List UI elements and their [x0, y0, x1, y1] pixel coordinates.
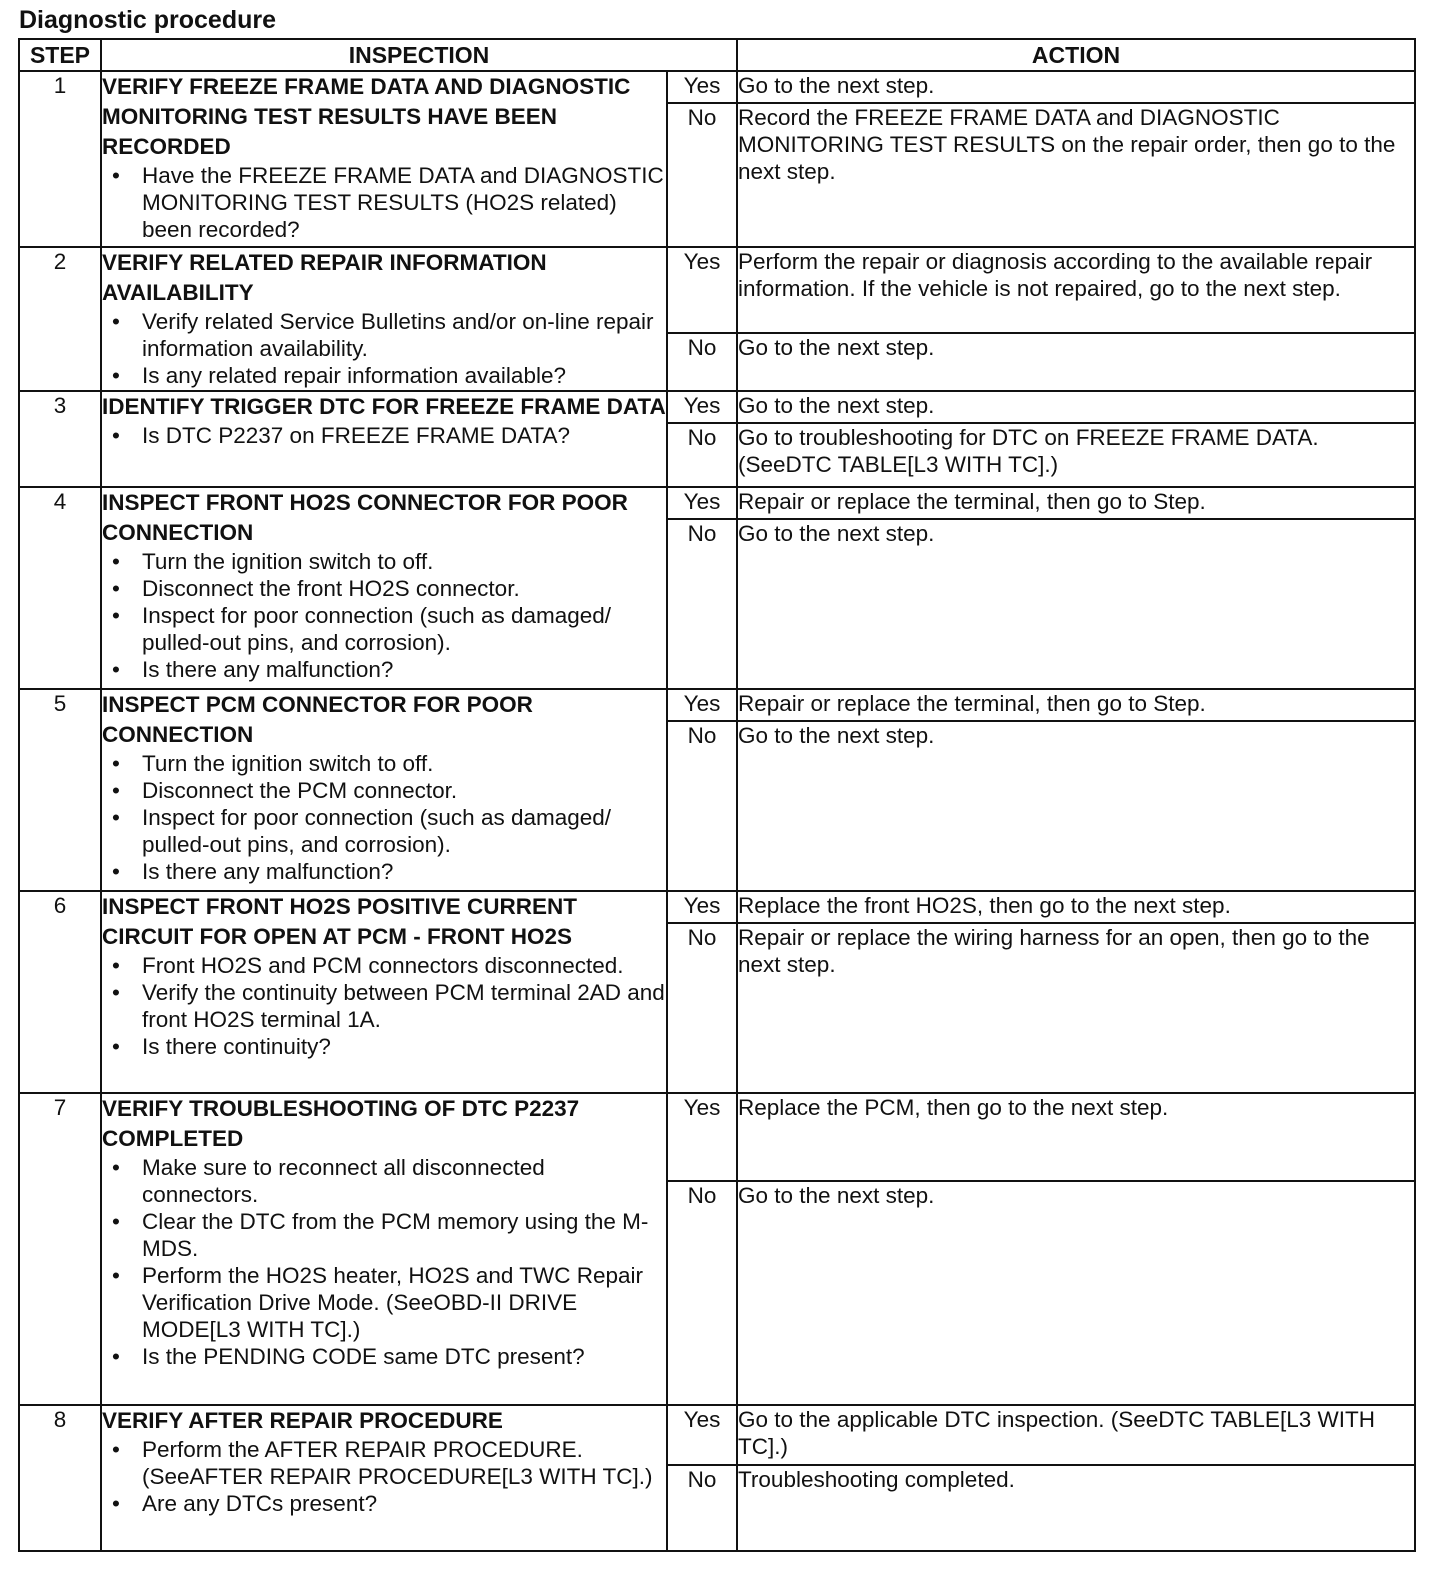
inspection-bullet: • Is there continuity?: [102, 1033, 666, 1060]
inspection-bullets: [102, 750, 666, 885]
inspection-bullet: • Clear the DTC from the PCM memory using the M-MDS.: [102, 1208, 666, 1262]
yes-action: Perform the repair or diagnosis according to the available repair information. If the vehicle is not repaired, go to the next step.: [737, 247, 1415, 333]
inspection-cell: [101, 391, 667, 487]
inspection-bullet: • Is there any malfunction?: [102, 656, 666, 683]
inspection-title: VERIFY RELATED REPAIR INFORMATION AVAILABILITY: [102, 250, 547, 305]
step-row-yes: [19, 487, 1415, 519]
inspection-title: INSPECT FRONT HO2S POSITIVE CURRENT CIRCUIT FOR OPEN AT PCM - FRONT HO2S: [102, 894, 578, 949]
yes-label: Yes: [667, 891, 737, 923]
inspection-bullet: • Front HO2S and PCM connectors disconnected.: [102, 952, 666, 979]
inspection-bullet: • Are any DTCs present?: [102, 1490, 666, 1517]
inspection-title: IDENTIFY TRIGGER DTC FOR FREEZE FRAME DATA: [102, 394, 666, 419]
step-row-yes: [19, 891, 1415, 923]
yes-action: Go to the next step.: [737, 391, 1415, 423]
inspection-bullets: [102, 162, 666, 243]
no-action: Go to the next step.: [737, 519, 1415, 689]
yes-action: Replace the PCM, then go to the next step.: [737, 1093, 1415, 1181]
step-row-yes: [19, 71, 1415, 103]
inspection-title: INSPECT FRONT HO2S CONNECTOR FOR POOR CONNECTION: [102, 490, 628, 545]
inspection-cell: [101, 891, 667, 1093]
inspection-bullet: • Turn the ignition switch to off.: [102, 548, 666, 575]
inspection-title: INSPECT PCM CONNECTOR FOR POOR CONNECTION: [102, 692, 533, 747]
inspection-bullet: • Inspect for poor connection (such as damaged/ pulled-out pins, and corrosion).: [102, 804, 666, 858]
inspection-bullet: • Perform the AFTER REPAIR PROCEDURE. (SeeAFTER REPAIR PROCEDURE[L3 WITH TC].): [102, 1436, 666, 1490]
header-action: ACTION: [737, 39, 1415, 71]
no-label: No: [667, 923, 737, 1093]
header-step: STEP: [19, 39, 101, 71]
step-number: 7: [19, 1093, 101, 1405]
yes-label: Yes: [667, 391, 737, 423]
no-label: No: [667, 1181, 737, 1405]
inspection-bullets: [102, 952, 666, 1060]
inspection-cell: [101, 1405, 667, 1551]
step-row-yes: [19, 1405, 1415, 1465]
yes-label: Yes: [667, 689, 737, 721]
inspection-bullet: • Make sure to reconnect all disconnected connectors.: [102, 1154, 666, 1208]
document-title: Diagnostic procedure: [19, 6, 276, 34]
inspection-bullets: [102, 422, 666, 449]
inspection-cell: [101, 1093, 667, 1405]
no-action: Go to the next step.: [737, 721, 1415, 891]
inspection-title: VERIFY AFTER REPAIR PROCEDURE: [102, 1408, 503, 1433]
inspection-cell: [101, 247, 667, 391]
step-number: 5: [19, 689, 101, 891]
yes-action: Go to the applicable DTC inspection. (SeeDTC TABLE[L3 WITH TC].): [737, 1405, 1415, 1465]
inspection-bullet: • Disconnect the front HO2S connector.: [102, 575, 666, 602]
inspection-bullet: • Is any related repair information available?: [102, 362, 666, 389]
inspection-bullets: [102, 548, 666, 683]
inspection-title: VERIFY FREEZE FRAME DATA AND DIAGNOSTIC MONITORING TEST RESULTS HAVE BEEN RECORDED: [102, 74, 631, 159]
inspection-title: VERIFY TROUBLESHOOTING OF DTC P2237 COMPLETED: [102, 1096, 580, 1151]
step-row-yes: [19, 247, 1415, 333]
yes-action: Replace the front HO2S, then go to the next step.: [737, 891, 1415, 923]
inspection-bullet: • Disconnect the PCM connector.: [102, 777, 666, 804]
inspection-cell: [101, 71, 667, 247]
no-action: Go to the next step.: [737, 333, 1415, 391]
no-label: No: [667, 721, 737, 891]
inspection-bullets: [102, 308, 666, 389]
step-number: 6: [19, 891, 101, 1093]
inspection-bullet: • Perform the HO2S heater, HO2S and TWC Repair Verification Drive Mode. (SeeOBD-II DRIVE MODE[L3 WITH TC].): [102, 1262, 666, 1343]
no-label: No: [667, 333, 737, 391]
inspection-cell: [101, 487, 667, 689]
no-action: Go to the next step.: [737, 1181, 1415, 1405]
no-label: No: [667, 1465, 737, 1551]
diagnostic-procedure-table: [18, 38, 1416, 1552]
no-action: Go to troubleshooting for DTC on FREEZE FRAME DATA. (SeeDTC TABLE[L3 WITH TC].): [737, 423, 1415, 487]
inspection-cell: [101, 689, 667, 891]
step-number: 4: [19, 487, 101, 689]
no-label: No: [667, 519, 737, 689]
no-action: Record the FREEZE FRAME DATA and DIAGNOSTIC MONITORING TEST RESULTS on the repair order, then go to the next step.: [737, 103, 1415, 247]
inspection-bullet: • Is DTC P2237 on FREEZE FRAME DATA?: [102, 422, 666, 449]
yes-label: Yes: [667, 71, 737, 103]
inspection-bullet: • Inspect for poor connection (such as damaged/ pulled-out pins, and corrosion).: [102, 602, 666, 656]
inspection-bullet: • Turn the ignition switch to off.: [102, 750, 666, 777]
yes-label: Yes: [667, 487, 737, 519]
inspection-bullet: • Verify the continuity between PCM terminal 2AD and front HO2S terminal 1A.: [102, 979, 666, 1033]
yes-label: Yes: [667, 247, 737, 333]
no-label: No: [667, 423, 737, 487]
step-number: 3: [19, 391, 101, 487]
no-action: Troubleshooting completed.: [737, 1465, 1415, 1551]
step-row-yes: [19, 391, 1415, 423]
step-number: 1: [19, 71, 101, 247]
step-number: 2: [19, 247, 101, 391]
inspection-bullet: • Is there any malfunction?: [102, 858, 666, 885]
inspection-bullet: • Is the PENDING CODE same DTC present?: [102, 1343, 666, 1370]
step-row-yes: [19, 1093, 1415, 1181]
inspection-bullets: [102, 1154, 666, 1370]
yes-label: Yes: [667, 1093, 737, 1181]
inspection-bullet: • Verify related Service Bulletins and/or on-line repair information availability.: [102, 308, 666, 362]
yes-action: Repair or replace the terminal, then go to Step.: [737, 689, 1415, 721]
no-label: No: [667, 103, 737, 247]
step-row-yes: [19, 689, 1415, 721]
header-inspection: INSPECTION: [101, 39, 737, 71]
header-row: [19, 39, 1415, 71]
inspection-bullet: • Have the FREEZE FRAME DATA and DIAGNOSTIC MONITORING TEST RESULTS (HO2S related) been recorded?: [102, 162, 666, 243]
no-action: Repair or replace the wiring harness for an open, then go to the next step.: [737, 923, 1415, 1093]
step-number: 8: [19, 1405, 101, 1551]
yes-label: Yes: [667, 1405, 737, 1465]
yes-action: Go to the next step.: [737, 71, 1415, 103]
yes-action: Repair or replace the terminal, then go to Step.: [737, 487, 1415, 519]
inspection-bullets: [102, 1436, 666, 1517]
